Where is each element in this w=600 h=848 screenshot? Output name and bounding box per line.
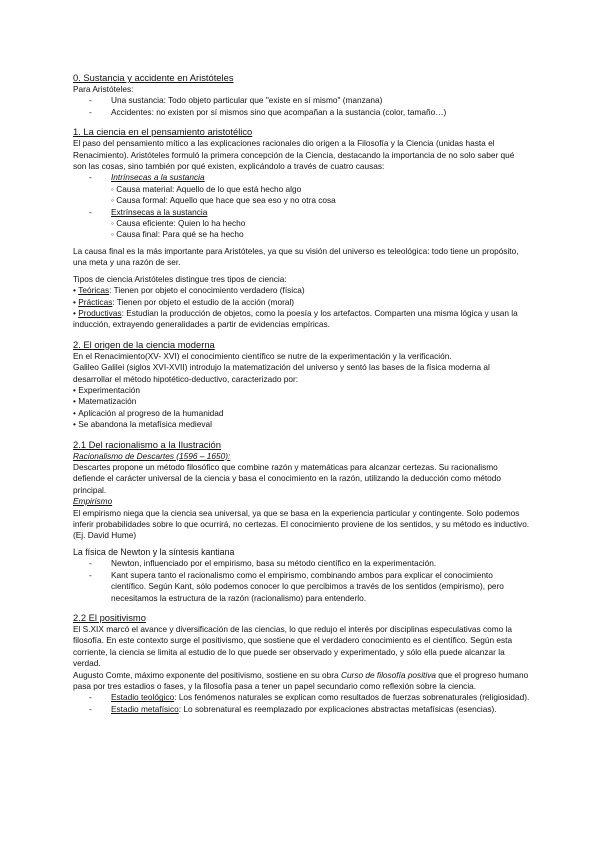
section-title: 2.1 Del racionalismo a la Ilustración [73, 438, 221, 450]
list-item: - Newton, influenciado por el empirismo, basa su método científico en la experimentación. [73, 558, 530, 569]
work-title: Curso de filosofía positiva [340, 669, 436, 680]
definition: : Tienen por objeto el estudio de la acción (moral) [112, 296, 295, 307]
paragraph: En el Renacimiento(XV- XVI) el conocimiento científico se nutre de la experimentación y la verificación. [73, 350, 452, 361]
bullet-list [73, 285, 530, 331]
list-item: ◦ Causa eficiente: Quien lo ha hecho [111, 218, 530, 229]
section-positivismo [73, 612, 530, 715]
section-title: 2.2 El positivismo [73, 612, 146, 624]
paragraph: Para Aristóteles: [73, 84, 134, 94]
subsection-title: La física de Newton y la síntesis kantiana [73, 546, 235, 557]
paragraph: Descartes propone un método filosófico que combine razón y matemáticas para alcanzar certezas. Su racionalismo defiende el carácter universal de la ciencia y basa el conocimiento en la razón, utilizando la deducción como método principal. [73, 461, 502, 495]
list-item [73, 704, 530, 715]
list-item [73, 207, 530, 241]
section-ciencia-moderna [73, 339, 530, 431]
dash-list [73, 692, 530, 715]
section-racionalismo-ilustracion [73, 439, 530, 604]
dash-list [73, 95, 530, 118]
list-item: • Se abandona la metafísica medieval [73, 419, 530, 430]
list-item [73, 297, 530, 308]
bullet-list [73, 385, 530, 431]
section-ciencia-aristotelica [73, 126, 530, 331]
list-item: - Accidentes: no existen por sí mismos sino que acompañan a la sustancia (color, tamaño…) [73, 107, 530, 118]
term: Prácticas [78, 296, 113, 307]
term: Estadio teológico [111, 692, 175, 703]
paragraph [73, 670, 530, 693]
paragraph: El empirismo niega que la ciencia sea universal, ya que se basa en la experiencia particular y contingente. Solo podemos inferir probabilidades sobre lo que ocurrirá, no certezas. El conocimiento proviene de los sentidos, y su método es inductivo. (Ej. David Hume) [73, 507, 530, 541]
dash-list [73, 172, 530, 240]
causes-group-label: Intrínsecas a la sustancia [111, 172, 205, 183]
list-item: • Aplicación al progreso de la humanidad [73, 408, 530, 419]
definition: : Lo sobrenatural es reemplazado por explicaciones abstractas metafísicas (esencias). [178, 703, 497, 714]
list-item [73, 308, 530, 331]
definition: : Los fenómenos naturales se explican como resultados de fuerzas sobrenaturales (religiosidad). [174, 692, 530, 703]
list-item: • Matematización [73, 396, 530, 407]
causes-list [111, 184, 530, 207]
section-title: 2. El origen de la ciencia moderna [73, 338, 215, 350]
definition: : Estudian la producción de objetos, como la poesía y los artefactos. Comparten una misma lógica y usan la inducción, extrayendo generalidades a partir de evidencias empíricas. [73, 307, 518, 330]
list-item: ◦ Causa formal: Aquello que hace que sea eso y no otra cosa [111, 195, 530, 206]
term: Teóricas [78, 285, 110, 296]
paragraph: La causa final es la más importante para Aristóteles, ya que su visión del universo es teleológica: todo tiene un propósito, una meta y una razón de ser. [73, 245, 519, 268]
dash-list [73, 558, 530, 604]
term: Estadio metafísico [111, 703, 179, 714]
section-sustancia [73, 72, 530, 118]
paragraph: El paso del pensamiento mítico a las explicaciones racionales dio origen a la Filosofía y la Ciencia (unidas hasta el Renacimiento). Aristóteles formuló la primera concepción de la Ciencia, destacando la importancia de no solo saber qué son las cosas, sino también por qué existen, explicándolo a través de cuatro causas: [73, 138, 515, 172]
list-item [73, 172, 530, 206]
causes-list [111, 218, 530, 241]
section-title: 1. La ciencia en el pensamiento aristotélico [73, 126, 253, 138]
paragraph: El S.XIX marcó el avance y diversificación de las ciencias, lo que redujo el interés por disciplinas especulativas como la filosofía. En este contexto surge el positivismo, que sostiene que el verdadero conocimiento es el científico. Según esta corriente, la ciencia se limita al estudio de lo que puede ser observado y experimentado, y sólo ella puede alcanzar la verdad. [73, 624, 513, 669]
subsection-title: Racionalismo de Descartes (1596 – 1650): [73, 450, 231, 461]
paragraph: Tipos de ciencia Aristóteles distingue tres tipos de ciencia: [73, 273, 287, 284]
list-item [73, 285, 530, 296]
list-item [73, 692, 530, 703]
subsection-title: Empirismo [73, 496, 113, 507]
list-item: - Kant supera tanto el racionalismo como el empirismo, combinando ambos para explicar el conocimiento científico. Según Kant, sólo podemos conocer lo que percibimos a través de los sentidos (empirismo), pero necesitamos la estructura de la razón (racionalismo) para entenderlo. [73, 570, 530, 604]
paragraph: Galileo Galilei (siglos XVI-XVII) introdujo la matematización del universo y sentó las bases de la física moderna al desarrollar el método hipotético-deductivo, caracterizado por: [73, 362, 490, 384]
text-run: que el progreso humano pasa por tres estadios o fases, y la filosofía pasa a tener un papel secundario como reflexión sobre la ciencia. [73, 669, 529, 692]
section-title: 0. Sustancia y accidente en Aristóteles [73, 72, 234, 83]
term: Productivas [78, 307, 122, 318]
list-item: - Una sustancia: Todo objeto particular que "existe en sí mismo" (manzana) [73, 95, 530, 106]
list-item: ◦ Causa material: Aquello de lo que está hecho algo [111, 184, 530, 195]
list-item: ◦ Causa final: Para qué se ha hecho [111, 229, 530, 240]
definition: : Tienen por objeto el conocimiento verdadero (física) [109, 285, 305, 296]
causes-group-label: Extrínsecas a la sustancia [111, 206, 208, 217]
list-item: • Experimentación [73, 385, 530, 396]
text-run: Augusto Comte, máximo exponente del positivismo, sostiene en su obra [73, 669, 341, 680]
